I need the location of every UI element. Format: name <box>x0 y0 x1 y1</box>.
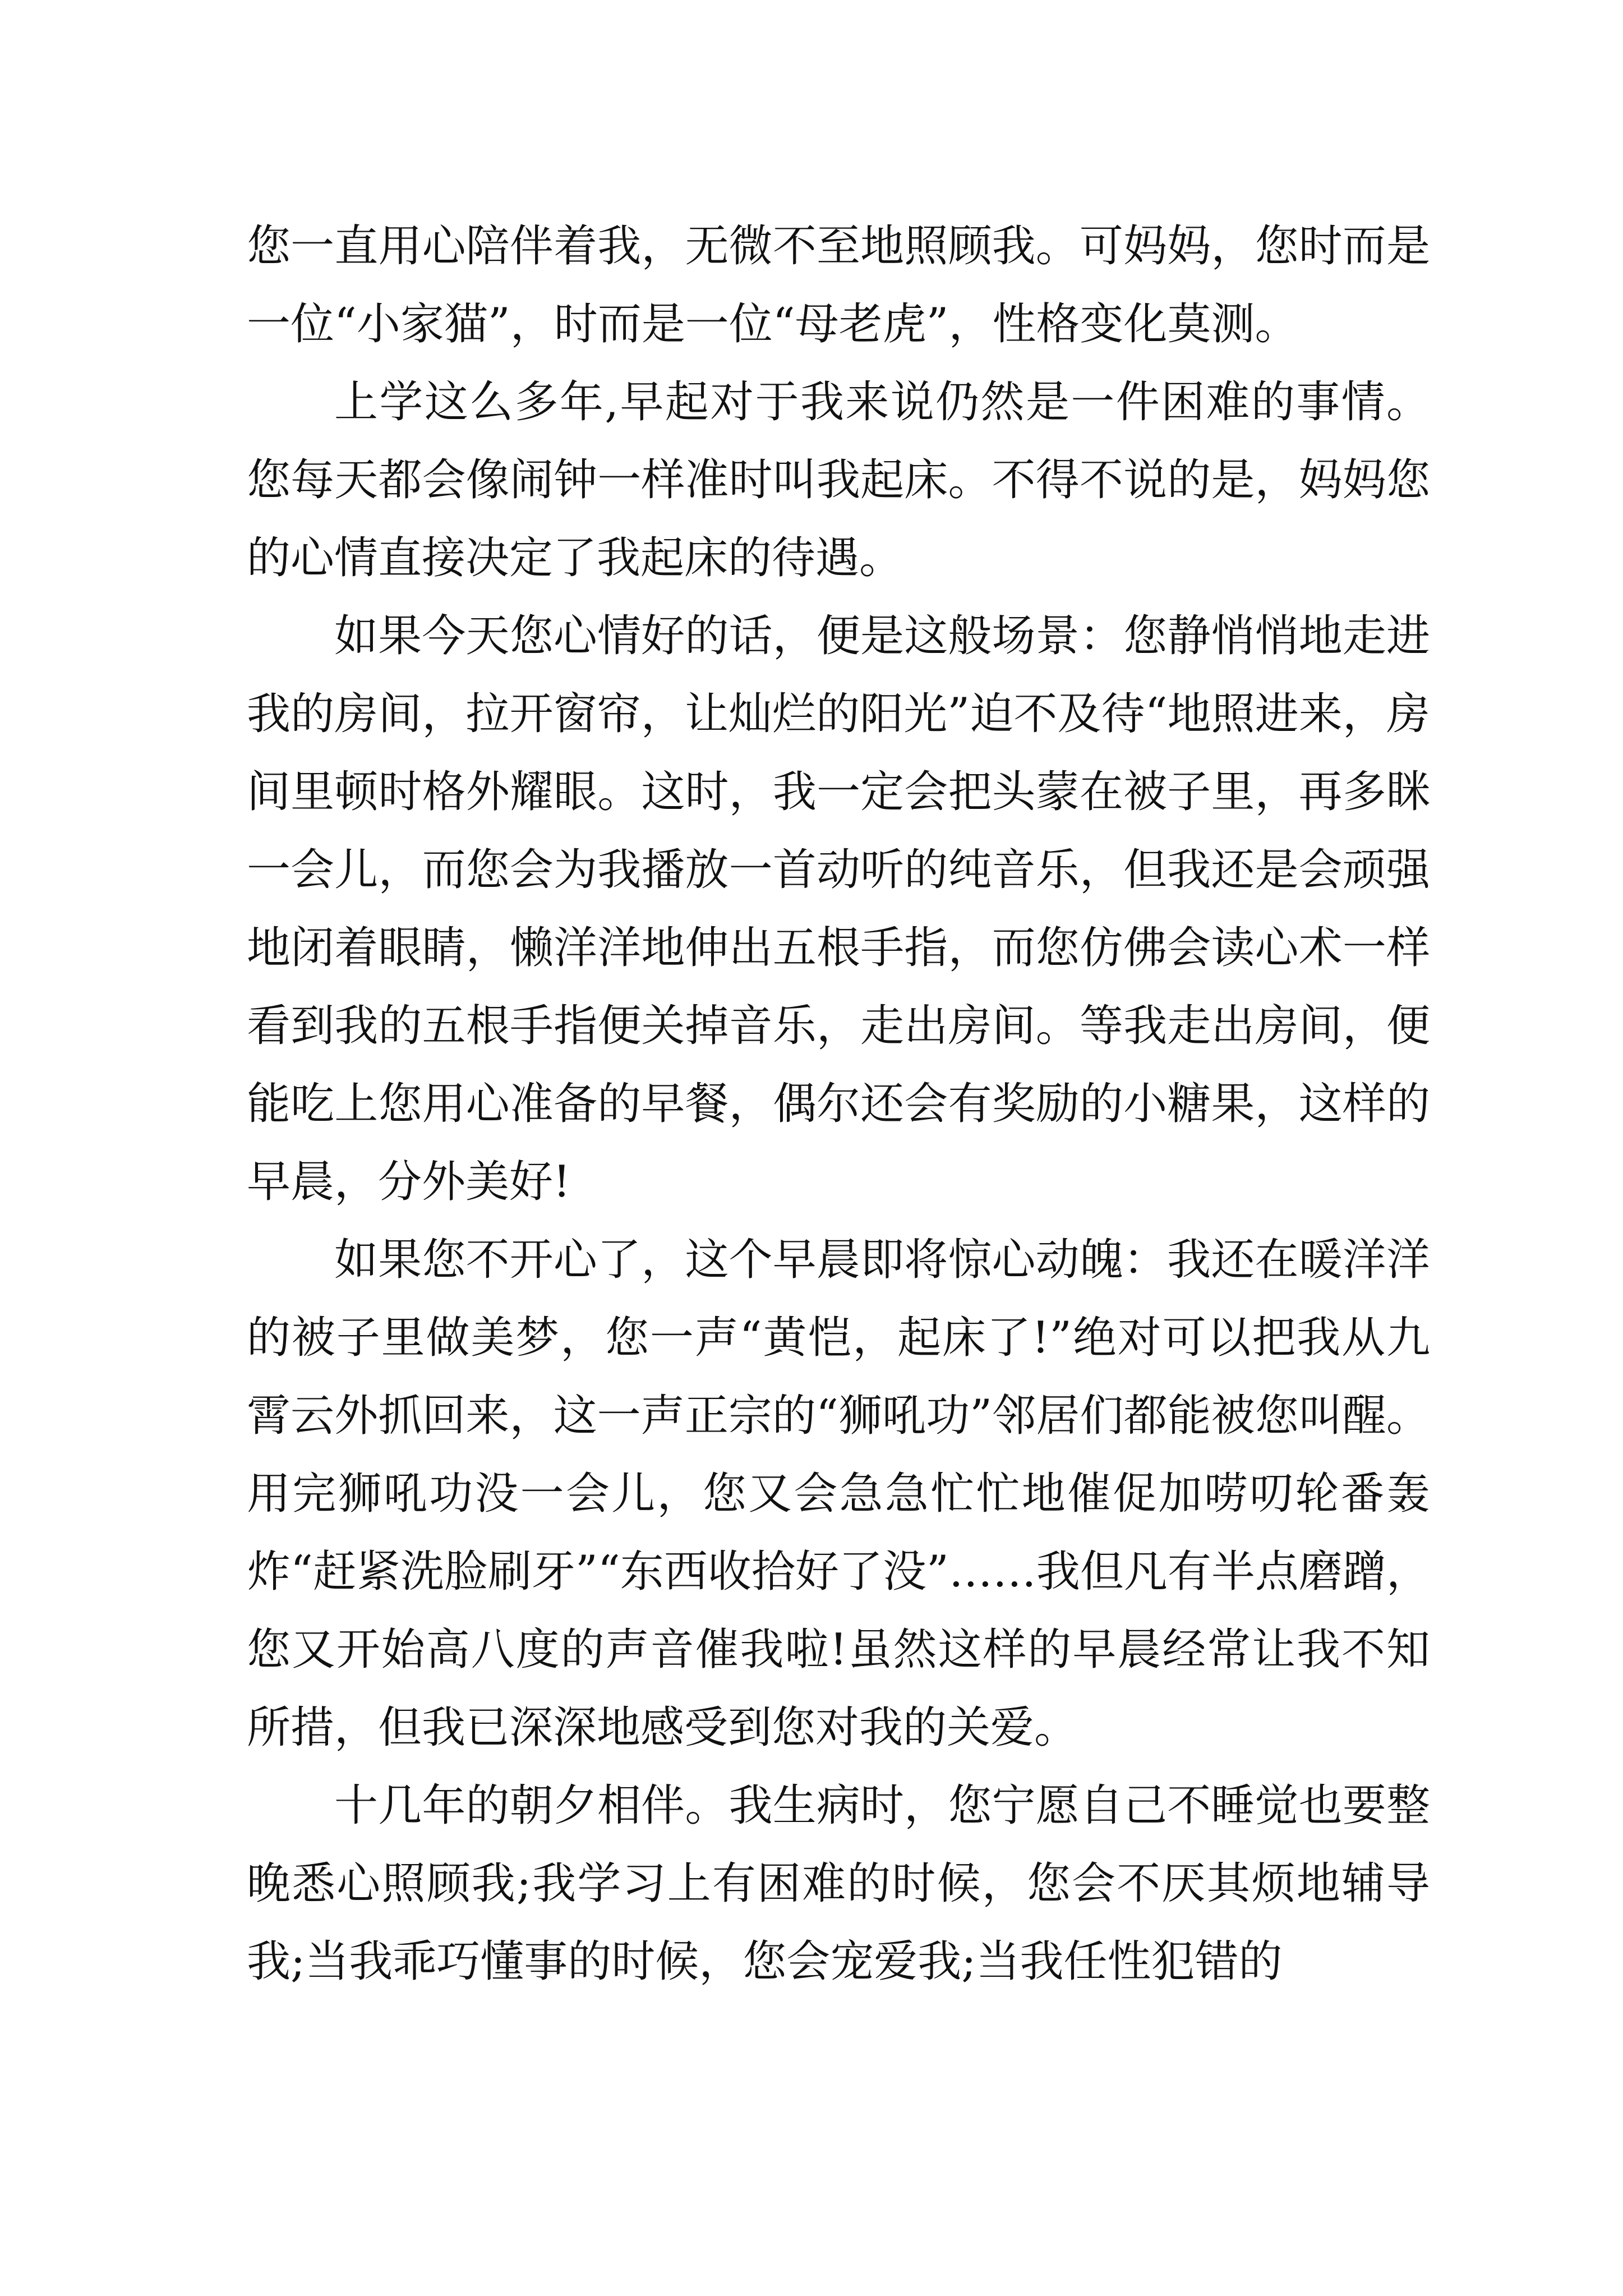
paragraph-5: 十几年的朝夕相伴。我生病时，您宁愿自己不睡觉也要整晚悉心照顾我;我学习上有困难的时候，您会不厌其烦地辅导我;当我乖巧懂事的时候，您会宠爱我;当我任性犯错的 <box>247 1780 1430 1987</box>
paragraph-4: 如果您不开心了，这个早晨即将惊心动魄：我还在暖洋洋的被子里做美梦，您一声“黄恺，起床了!”绝对可以把我从九霄云外抓回来，这一声正宗的“狮吼功”邻居们都能被您叫醒。用完狮吼功没一会儿，您又会急急忙忙地催促加唠叨轮番轰炸“赶紧洗脸刷牙”“东西收拾好了没”……我但凡有半点磨蹭，您又开始高八度的声音催我啦!虽然这样的早晨经常让我不知所措，但我已深深地感受到您对我的关爱。 <box>247 1235 1430 1753</box>
body-text <box>247 208 1430 2001</box>
paragraph-2: 上学这么多年,早起对于我来说仍然是一件困难的事情。您每天都会像闹钟一样准时叫我起床。不得不说的是，妈妈您的心情直接决定了我起床的待遇。 <box>247 377 1430 583</box>
paragraph-3: 如果今天您心情好的话，便是这般场景：您静悄悄地走进我的房间，拉开窗帘，让灿烂的阳光”迫不及待“地照进来，房间里顿时格外耀眼。这时，我一定会把头蒙在被子里，再多眯一会儿，而您会为我播放一首动听的纯音乐，但我还是会顽强地闭着眼睛，懒洋洋地伸出五根手指，而您仿佛会读心术一样看到我的五根手指便关掉音乐，走出房间。等我走出房间，便能吃上您用心准备的早餐，偶尔还会有奖励的小糖果，这样的早晨，分外美好! <box>247 611 1430 1207</box>
paragraph-1: 您一直用心陪伴着我，无微不至地照顾我。可妈妈，您时而是一位“小家猫”，时而是一位“母老虎”，性格变化莫测。 <box>247 221 1430 349</box>
